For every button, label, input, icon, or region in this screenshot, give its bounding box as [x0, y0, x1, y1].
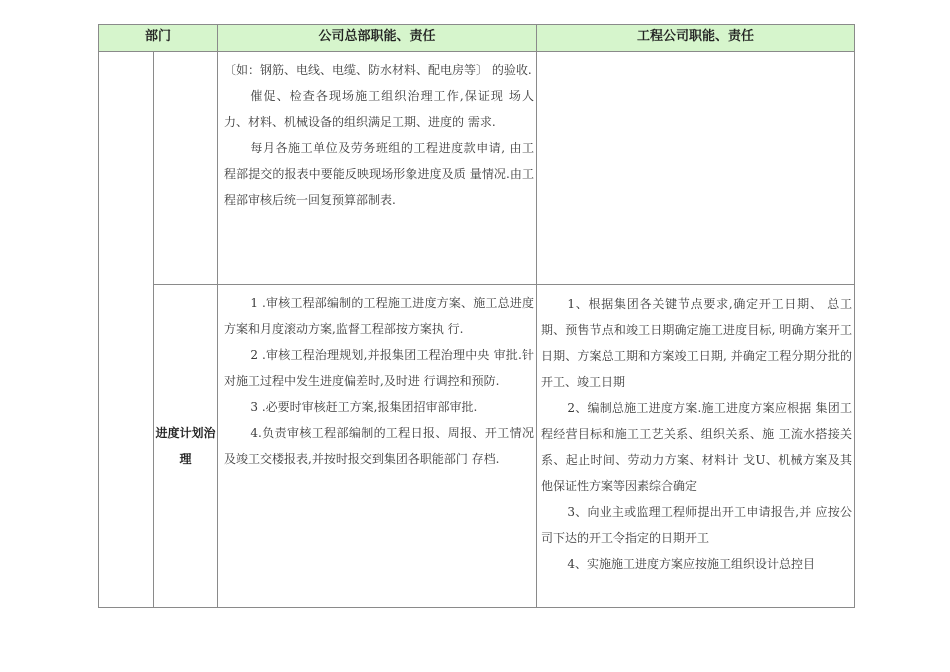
header-dept: 部门 [99, 25, 218, 52]
dept-cell [99, 52, 154, 608]
paragraph: 催促、检查各现场施工组织治理工作,保证现 场人力、材料、机械设备的组织满足工期、进度的 需求. [224, 89, 535, 129]
paragraph: 1、根据集团各关键节点要求,确定开工日期、 总工期、预售节点和竣工日期确定施工进度目标, 明确方案开工日期、方案总工期和方案竣工日期, 并确定工程分期分批的开工、竣工日期 [541, 297, 853, 389]
responsibility-table [98, 24, 855, 608]
table-row [99, 285, 855, 608]
hq-cell [218, 285, 537, 608]
hq-cell [218, 52, 537, 285]
table-header-row [99, 25, 855, 52]
paragraph: 每月各施工单位及劳务班组的工程进度款申请, 由工程部提交的报表中要能反映现场形象进度及质 量情况.由工程部审核后统一回复预算部制表. [224, 141, 535, 207]
paragraph: 3、向业主或监理工程师提出开工申请报告,并 应按公司下达的开工令指定的日期开工 [541, 505, 853, 545]
paragraph: 3 .必要时审核赶工方案,报集团招审部审批. [250, 400, 478, 414]
paragraph: 1 .审核工程部编制的工程施工进度方案、施工总进度方案和月度滚动方案,监督工程部按方案执 行. [224, 296, 535, 336]
paragraph: 4.负责审核工程部编制的工程日报、周报、开工情况及竣工交楼报表,并按时报交到集团各职能部门 存档. [224, 426, 535, 466]
sub-dept-label: 进度计划治理 [154, 285, 218, 608]
paragraph: 2 .审核工程治理规划,并报集团工程治理中央 审批.针对施工过程中发生进度偏差时,及时进 行调控和预防. [224, 348, 535, 388]
paragraph: 4、实施施工进度方案应按施工组织设计总控目 [567, 557, 816, 571]
header-eng: 工程公司职能、责任 [537, 25, 855, 52]
eng-cell-empty [537, 52, 855, 285]
paragraph: 〔如：钢筋、电线、电缆、防水材料、配电房等〕 的验收. [224, 63, 532, 77]
eng-cell [537, 285, 855, 608]
paragraph: 2、编制总施工进度方案.施工进度方案应根据 集团工程经营目标和施工工艺关系、组织关系、施 工流水搭接关系、起止时间、劳动力方案、材料计 戈U、机械方案及其他保证性方案等因素综合确定 [541, 401, 853, 493]
table-row [99, 52, 855, 285]
header-hq: 公司总部职能、责任 [218, 25, 537, 52]
sub-dept-cell-empty [154, 52, 218, 285]
